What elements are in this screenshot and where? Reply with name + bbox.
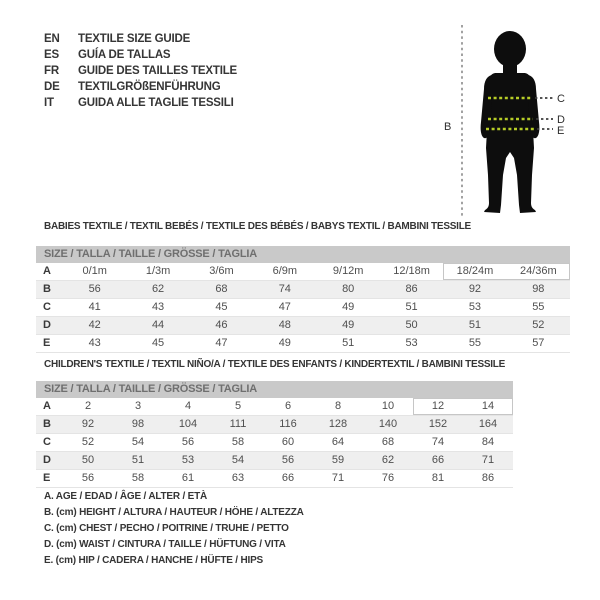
- table-cell: 62: [151, 283, 165, 295]
- table-cell: 51: [405, 301, 418, 313]
- waist-label: D: [557, 114, 565, 126]
- row-label: E: [43, 472, 51, 484]
- table-cell: 12/18m: [393, 265, 430, 277]
- row-label: D: [43, 319, 51, 331]
- row-label: D: [43, 454, 51, 466]
- table-cell: 98: [532, 283, 545, 295]
- table-cell: 14: [463, 398, 513, 415]
- language-title: GUIDA ALLE TAGLIE TESSILI: [78, 97, 234, 109]
- table-cell: 76: [381, 472, 395, 484]
- legend-waist: D. (cm) WAIST / CINTURA / TAILLE / HÜFTUNG / VITA: [44, 539, 286, 550]
- table-cell: 41: [88, 301, 101, 313]
- table-cell: 10: [381, 400, 395, 412]
- table-cell: 49: [278, 337, 291, 349]
- language-row-fr: [44, 63, 237, 79]
- table-cell: 54: [231, 454, 245, 466]
- table-cell: 47: [278, 301, 291, 313]
- table-cell: 86: [481, 472, 495, 484]
- language-title: GUÍA DE TALLAS: [78, 49, 171, 61]
- language-code: ES: [44, 49, 59, 61]
- table-cell: 140: [378, 418, 398, 430]
- babies-table-body: [36, 263, 570, 353]
- table-cell: 71: [331, 472, 345, 484]
- babies-table-header: SIZE / TALLA / TAILLE / GRÖSSE / TAGLIA: [36, 246, 570, 263]
- language-code: FR: [44, 65, 59, 77]
- language-title: TEXTILE SIZE GUIDE: [78, 33, 191, 45]
- table-cell: 43: [151, 301, 165, 313]
- table-cell: 80: [342, 283, 355, 295]
- table-cell: 104: [178, 418, 198, 430]
- measurement-legend: [44, 489, 304, 569]
- table-cell: 45: [215, 301, 228, 313]
- table-cell: 6: [284, 400, 292, 412]
- table-cell: 98: [131, 418, 145, 430]
- table-cell: 86: [405, 283, 418, 295]
- table-cell: 152: [428, 418, 448, 430]
- table-cell: 53: [405, 337, 418, 349]
- table-cell: 54: [131, 436, 145, 448]
- table-cell: 53: [468, 301, 482, 313]
- table-cell: 0/1m: [82, 265, 107, 277]
- table-cell: 56: [88, 283, 101, 295]
- table-cell: 49: [342, 319, 355, 331]
- table-cell: 92: [81, 418, 95, 430]
- children-table-body: [36, 398, 513, 488]
- table-cell: 60: [281, 436, 295, 448]
- height-label: B: [444, 121, 452, 133]
- table-cell: 74: [431, 436, 445, 448]
- table-cell: 51: [342, 337, 355, 349]
- legend-height: B. (cm) HEIGHT / ALTURA / HAUTEUR / HÖHE / ALTEZZA: [44, 507, 304, 518]
- children-section-title: CHILDREN'S TEXTILE / TEXTIL NIÑO/A / TEXTILE DES ENFANTS / KINDERTEXTIL / BAMBINI TESSILE: [44, 359, 506, 370]
- table-cell: 53: [181, 454, 195, 466]
- table-cell: 42: [88, 319, 101, 331]
- language-row-en: [44, 31, 237, 47]
- child-silhouette: [481, 31, 540, 213]
- table-row-d: [36, 317, 570, 335]
- table-row-e: [36, 470, 513, 488]
- table-cell: 43: [88, 337, 101, 349]
- row-label: C: [43, 436, 51, 448]
- table-cell: 68: [215, 283, 228, 295]
- table-cell: 49: [342, 301, 355, 313]
- language-code: EN: [44, 33, 60, 45]
- hip-label: E: [557, 125, 565, 137]
- table-cell: 3: [134, 400, 142, 412]
- table-cell: 1/3m: [145, 265, 171, 277]
- table-cell: 56: [281, 454, 295, 466]
- table-cell: 5: [234, 400, 242, 412]
- language-row-es: [44, 47, 237, 63]
- table-cell: 164: [478, 418, 498, 430]
- table-cell: 66: [431, 454, 445, 466]
- table-cell: 92: [468, 283, 482, 295]
- table-cell: 59: [331, 454, 345, 466]
- child-silhouette-figure: [438, 6, 598, 234]
- chest-label: C: [557, 93, 565, 105]
- table-cell: 44: [151, 319, 165, 331]
- babies-size-table: [36, 246, 570, 353]
- table-cell: 56: [81, 472, 95, 484]
- table-cell: 12: [413, 398, 463, 415]
- language-code: IT: [44, 97, 54, 109]
- table-cell: 47: [215, 337, 228, 349]
- table-cell: 6/9m: [272, 265, 298, 277]
- table-cell: 57: [532, 337, 545, 349]
- legend-chest: C. (cm) CHEST / PECHO / POITRINE / TRUHE / PETTO: [44, 523, 289, 534]
- table-cell: 18/24m: [443, 263, 506, 280]
- table-cell: 81: [431, 472, 445, 484]
- children-table-header: SIZE / TALLA / TAILLE / GRÖSSE / TAGLIA: [36, 381, 513, 398]
- table-cell: 45: [151, 337, 165, 349]
- table-row-a: [36, 398, 513, 416]
- language-title: TEXTILGRÖßENFÜHRUNG: [78, 81, 221, 93]
- table-cell: 61: [181, 472, 195, 484]
- table-cell: 71: [481, 454, 495, 466]
- table-cell: 116: [279, 418, 297, 430]
- table-cell: 4: [184, 400, 192, 412]
- table-row-d: [36, 452, 513, 470]
- legend-hip: E. (cm) HIP / CADERA / HANCHE / HÜFTE / HIPS: [44, 555, 264, 566]
- table-cell: 50: [81, 454, 95, 466]
- row-label: A: [43, 400, 51, 412]
- row-label: B: [43, 418, 51, 430]
- table-cell: 8: [334, 400, 342, 412]
- table-cell: 50: [405, 319, 418, 331]
- table-cell: 66: [281, 472, 295, 484]
- babies-section-title: BABIES TEXTILE / TEXTIL BEBÉS / TEXTILE DES BÉBÉS / BABYS TEXTIL / BAMBINI TESSILE: [44, 221, 471, 232]
- table-row-b: [36, 281, 570, 299]
- table-cell: 58: [131, 472, 145, 484]
- table-row-c: [36, 434, 513, 452]
- table-cell: 68: [381, 436, 395, 448]
- table-cell: 9/12m: [332, 265, 364, 277]
- language-code: DE: [44, 81, 60, 93]
- table-cell: 62: [381, 454, 395, 466]
- children-size-table: [36, 381, 513, 488]
- table-cell: 48: [278, 319, 291, 331]
- table-row-b: [36, 416, 513, 434]
- table-cell: 56: [181, 436, 195, 448]
- language-title: GUIDE DES TAILLES TEXTILE: [78, 65, 237, 77]
- table-cell: 52: [532, 319, 545, 331]
- language-row-de: [44, 79, 237, 95]
- table-cell: 84: [481, 436, 495, 448]
- table-cell: 111: [229, 418, 247, 430]
- row-label: C: [43, 301, 51, 313]
- row-label: E: [43, 337, 51, 349]
- row-label: A: [43, 265, 51, 277]
- legend-age: A. AGE / EDAD / ÂGE / ALTER / ETÀ: [44, 491, 208, 502]
- table-cell: 128: [328, 418, 348, 430]
- table-cell: 24/36m: [507, 263, 570, 280]
- table-cell: 3/6m: [209, 265, 234, 277]
- table-cell: 51: [468, 319, 482, 331]
- language-row-it: [44, 95, 237, 111]
- table-cell: 2: [84, 400, 92, 412]
- table-row-c: [36, 299, 570, 317]
- table-cell: 58: [231, 436, 245, 448]
- table-cell: 52: [81, 436, 95, 448]
- language-list: [44, 31, 237, 111]
- row-label: B: [43, 283, 51, 295]
- table-row-e: [36, 335, 570, 353]
- table-cell: 74: [278, 283, 291, 295]
- table-cell: 55: [468, 337, 482, 349]
- table-cell: 51: [131, 454, 145, 466]
- table-row-a: [36, 263, 570, 281]
- table-cell: 46: [215, 319, 228, 331]
- table-cell: 63: [231, 472, 245, 484]
- table-cell: 64: [331, 436, 345, 448]
- table-cell: 55: [532, 301, 545, 313]
